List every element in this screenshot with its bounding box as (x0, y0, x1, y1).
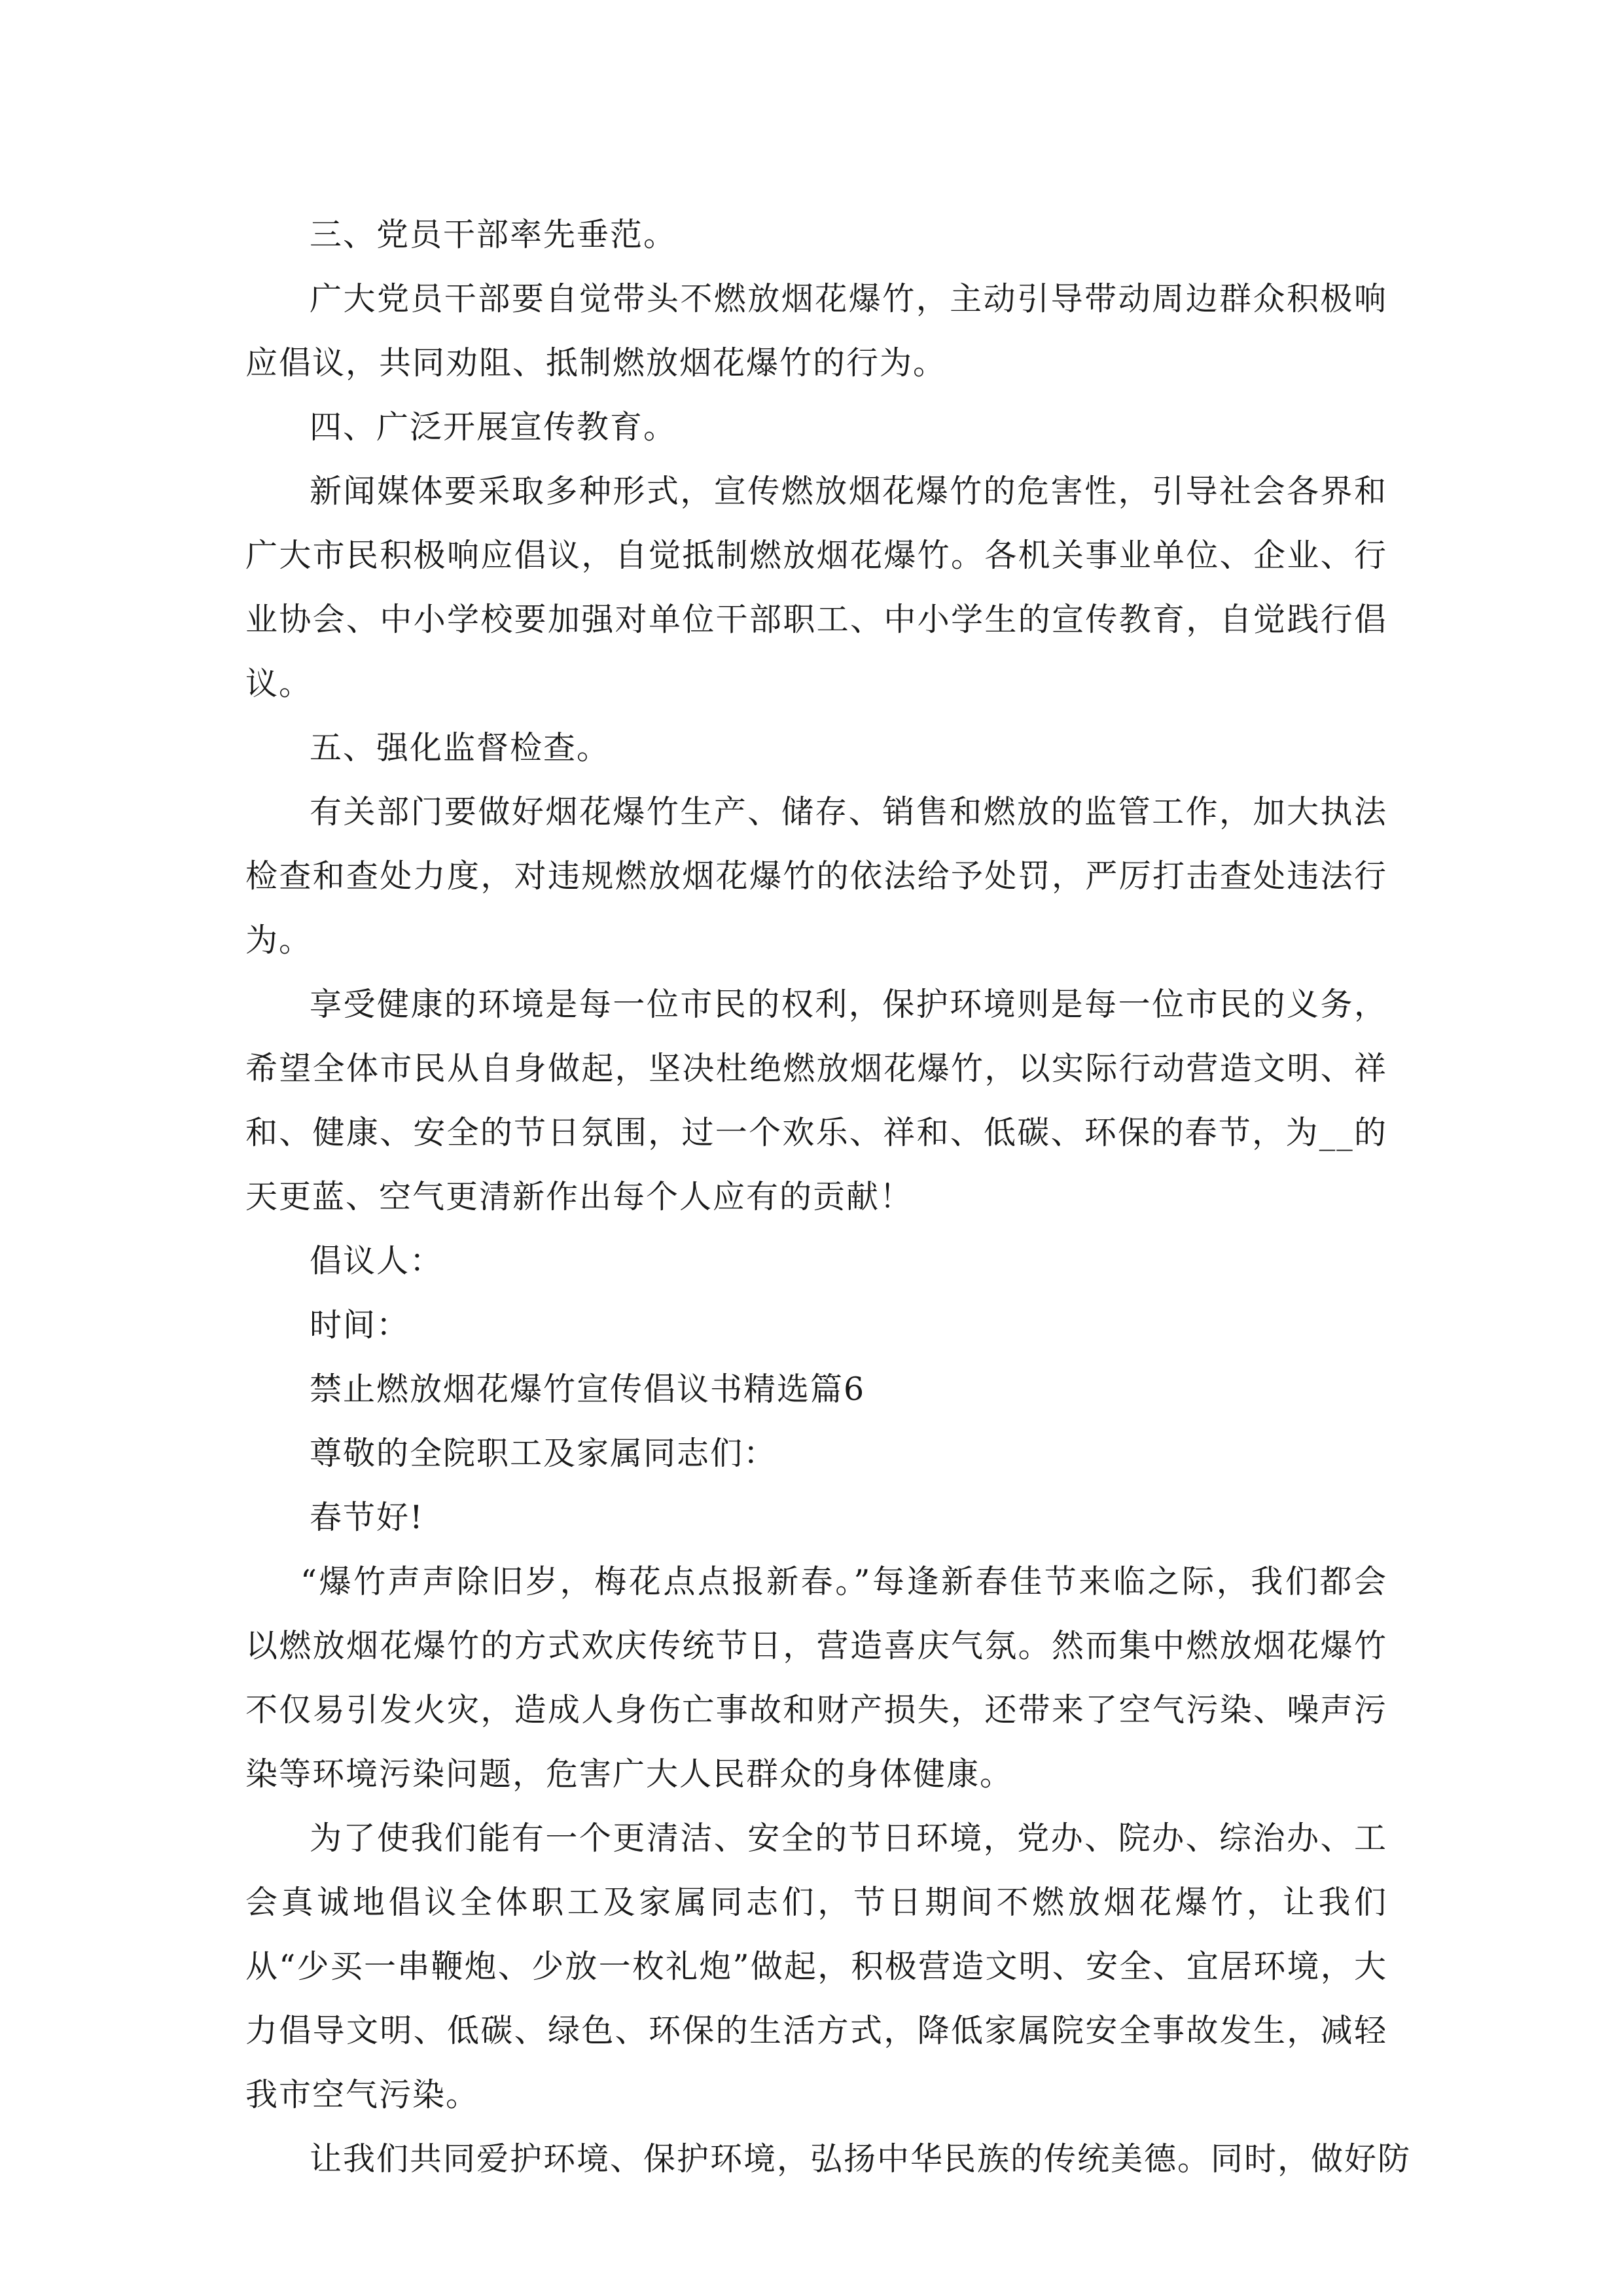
section-title: 禁止燃放烟花爆竹宣传倡议书精选篇6 (310, 1371, 866, 1408)
paragraph-closing: 享受健康的环境是每一位市民的权利，保护环境则是每一位市民的义务，希望全体市民从自身做起，坚决杜绝燃放烟花爆竹，以实际行动营造文明、祥和、健康、安全的节日氛围，过一个欢乐、祥和、低碳、环保的春节，为__的天更蓝、空气更清新作出每个人应有的贡献！ (245, 986, 1387, 1215)
section-heading-5: 五、强化监督检查。 (310, 729, 611, 766)
paragraph-party-members: 广大党员干部要自觉带头不燃放烟花爆竹，主动引导带动周边群众积极响应倡议，共同劝阻、抵制燃放烟花爆竹的行为。 (245, 280, 1387, 382)
paragraph-supervision: 有关部门要做好烟花爆竹生产、储存、销售和燃放的监管工作，加大执法检查和查处力度，对违规燃放烟花爆竹的依法给予处罚，严厉打击查处违法行为。 (245, 793, 1387, 959)
paragraph-last: 让我们共同爱护环境、保护环境，弘扬中华民族的传统美德。同时，做好防 (310, 2140, 1412, 2178)
paragraph-quote: “爆竹声声除旧岁，梅花点点报新春。”每逢新春佳节来临之际，我们都会以燃放烟花爆竹的方式欢庆传统节日，营造喜庆气氛。然而集中燃放烟花爆竹不仅易引发火灾，造成人身伤亡事故和财产损失，还带来了空气污染、噪声污染等环境污染问题，危害广大人民群众的身体健康。 (245, 1563, 1387, 1793)
paragraph-appeal: 为了使我们能有一个更清洁、安全的节日环境，党办、院办、综治办、工会真诚地倡议全体职工及家属同志们，节日期间不燃放烟花爆竹，让我们从“少买一串鞭炮、少放一枚礼炮”做起，积极营造文明、安全、宜居环境，大力倡导文明、低碳、绿色、环保的生活方式，降低家属院安全事故发生，减轻我市空气污染。 (245, 1820, 1387, 2113)
initiator-label: 倡议人： (310, 1242, 444, 1280)
section-heading-3: 三、党员干部率先垂范。 (310, 216, 677, 253)
paragraph-publicity: 新闻媒体要采取多种形式，宣传燃放烟花爆竹的危害性，引导社会各界和广大市民积极响应倡议，自觉抵制燃放烟花爆竹。各机关事业单位、企业、行业协会、中小学校要加强对单位干部职工、中小学生的宣传教育，自觉践行倡议。 (245, 473, 1387, 702)
greeting: 春节好! (310, 1499, 424, 1536)
section-heading-4: 四、广泛开展宣传教育。 (310, 408, 677, 446)
salutation: 尊敬的全院职工及家属同志们： (310, 1435, 777, 1472)
time-label: 时间： (310, 1306, 410, 1344)
document-body (245, 203, 1412, 2191)
